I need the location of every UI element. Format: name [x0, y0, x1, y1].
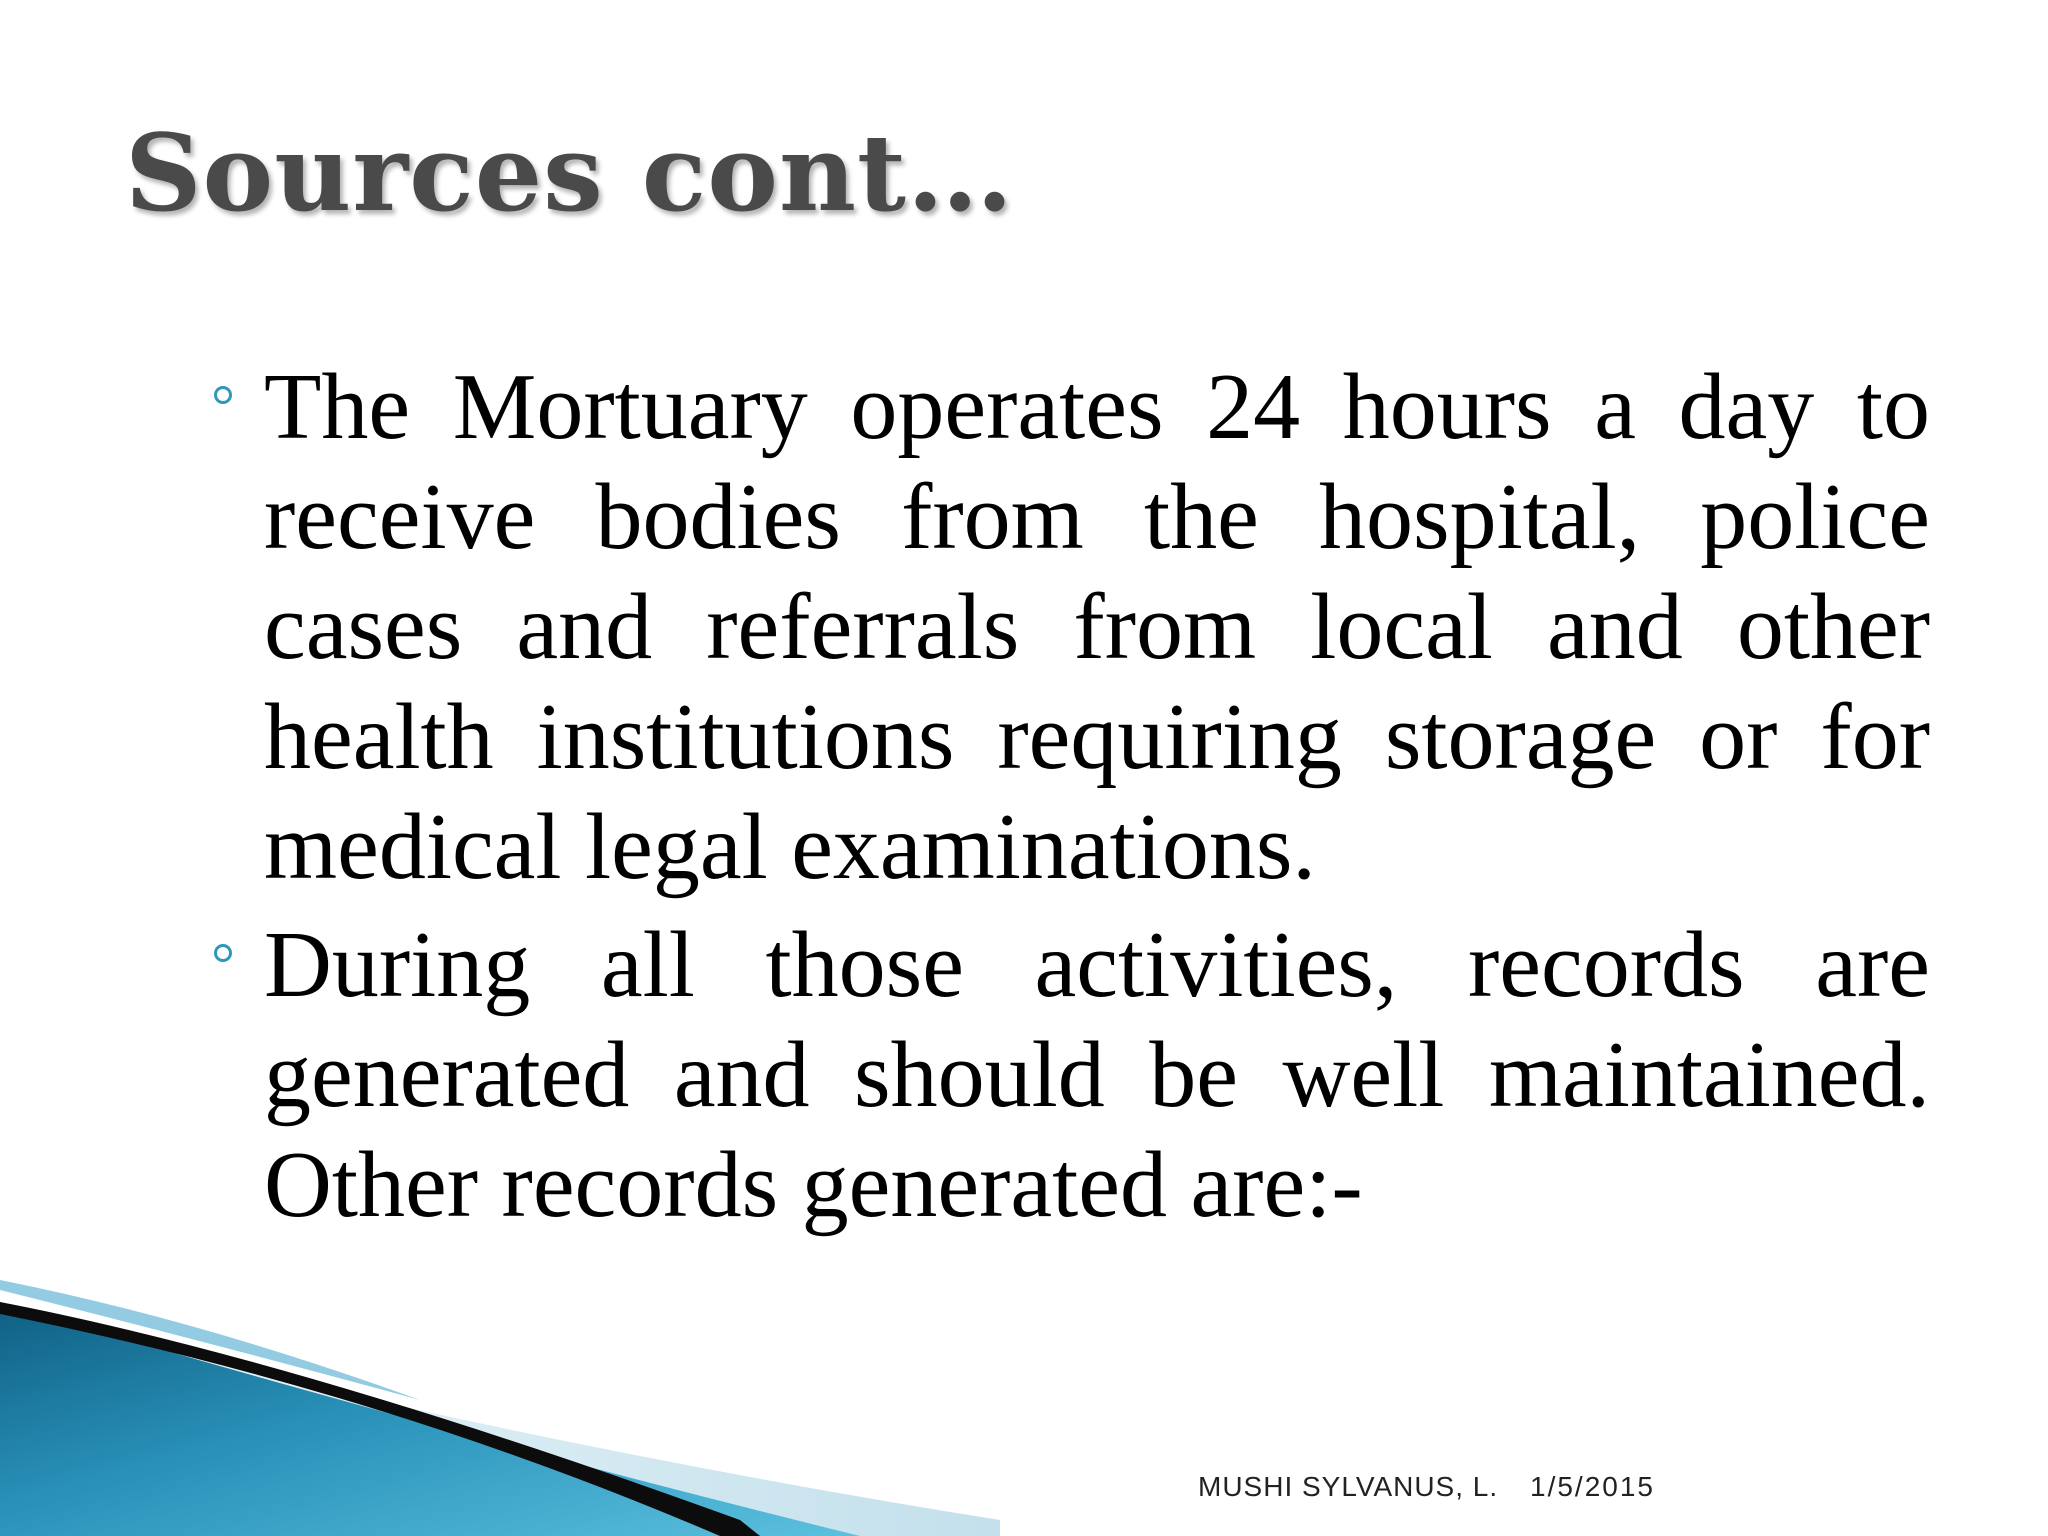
- footer-date: 1/5/2015: [1530, 1471, 1655, 1502]
- slide-title: Sources cont…: [125, 110, 1015, 235]
- corner-wave-decoration: [0, 1280, 1000, 1536]
- bullet-text: The Mortuary operates 24 hours a day to receive bodies from the hospital, police cases and referrals from local and other health institutions requiring storage or for medical legal examinations.: [264, 355, 1930, 899]
- bullet-text: During all those activities, records are generated and should be well maintained. Other records generated are:-: [264, 913, 1930, 1237]
- bullet-list: [212, 352, 1930, 1248]
- hollow-circle-bullet-icon: [214, 386, 232, 404]
- bullet-item: [212, 352, 1930, 902]
- footer-author: MUSHI SYLVANUS, L.: [1198, 1471, 1499, 1502]
- bullet-item: [212, 910, 1930, 1240]
- hollow-circle-bullet-icon: [214, 944, 232, 962]
